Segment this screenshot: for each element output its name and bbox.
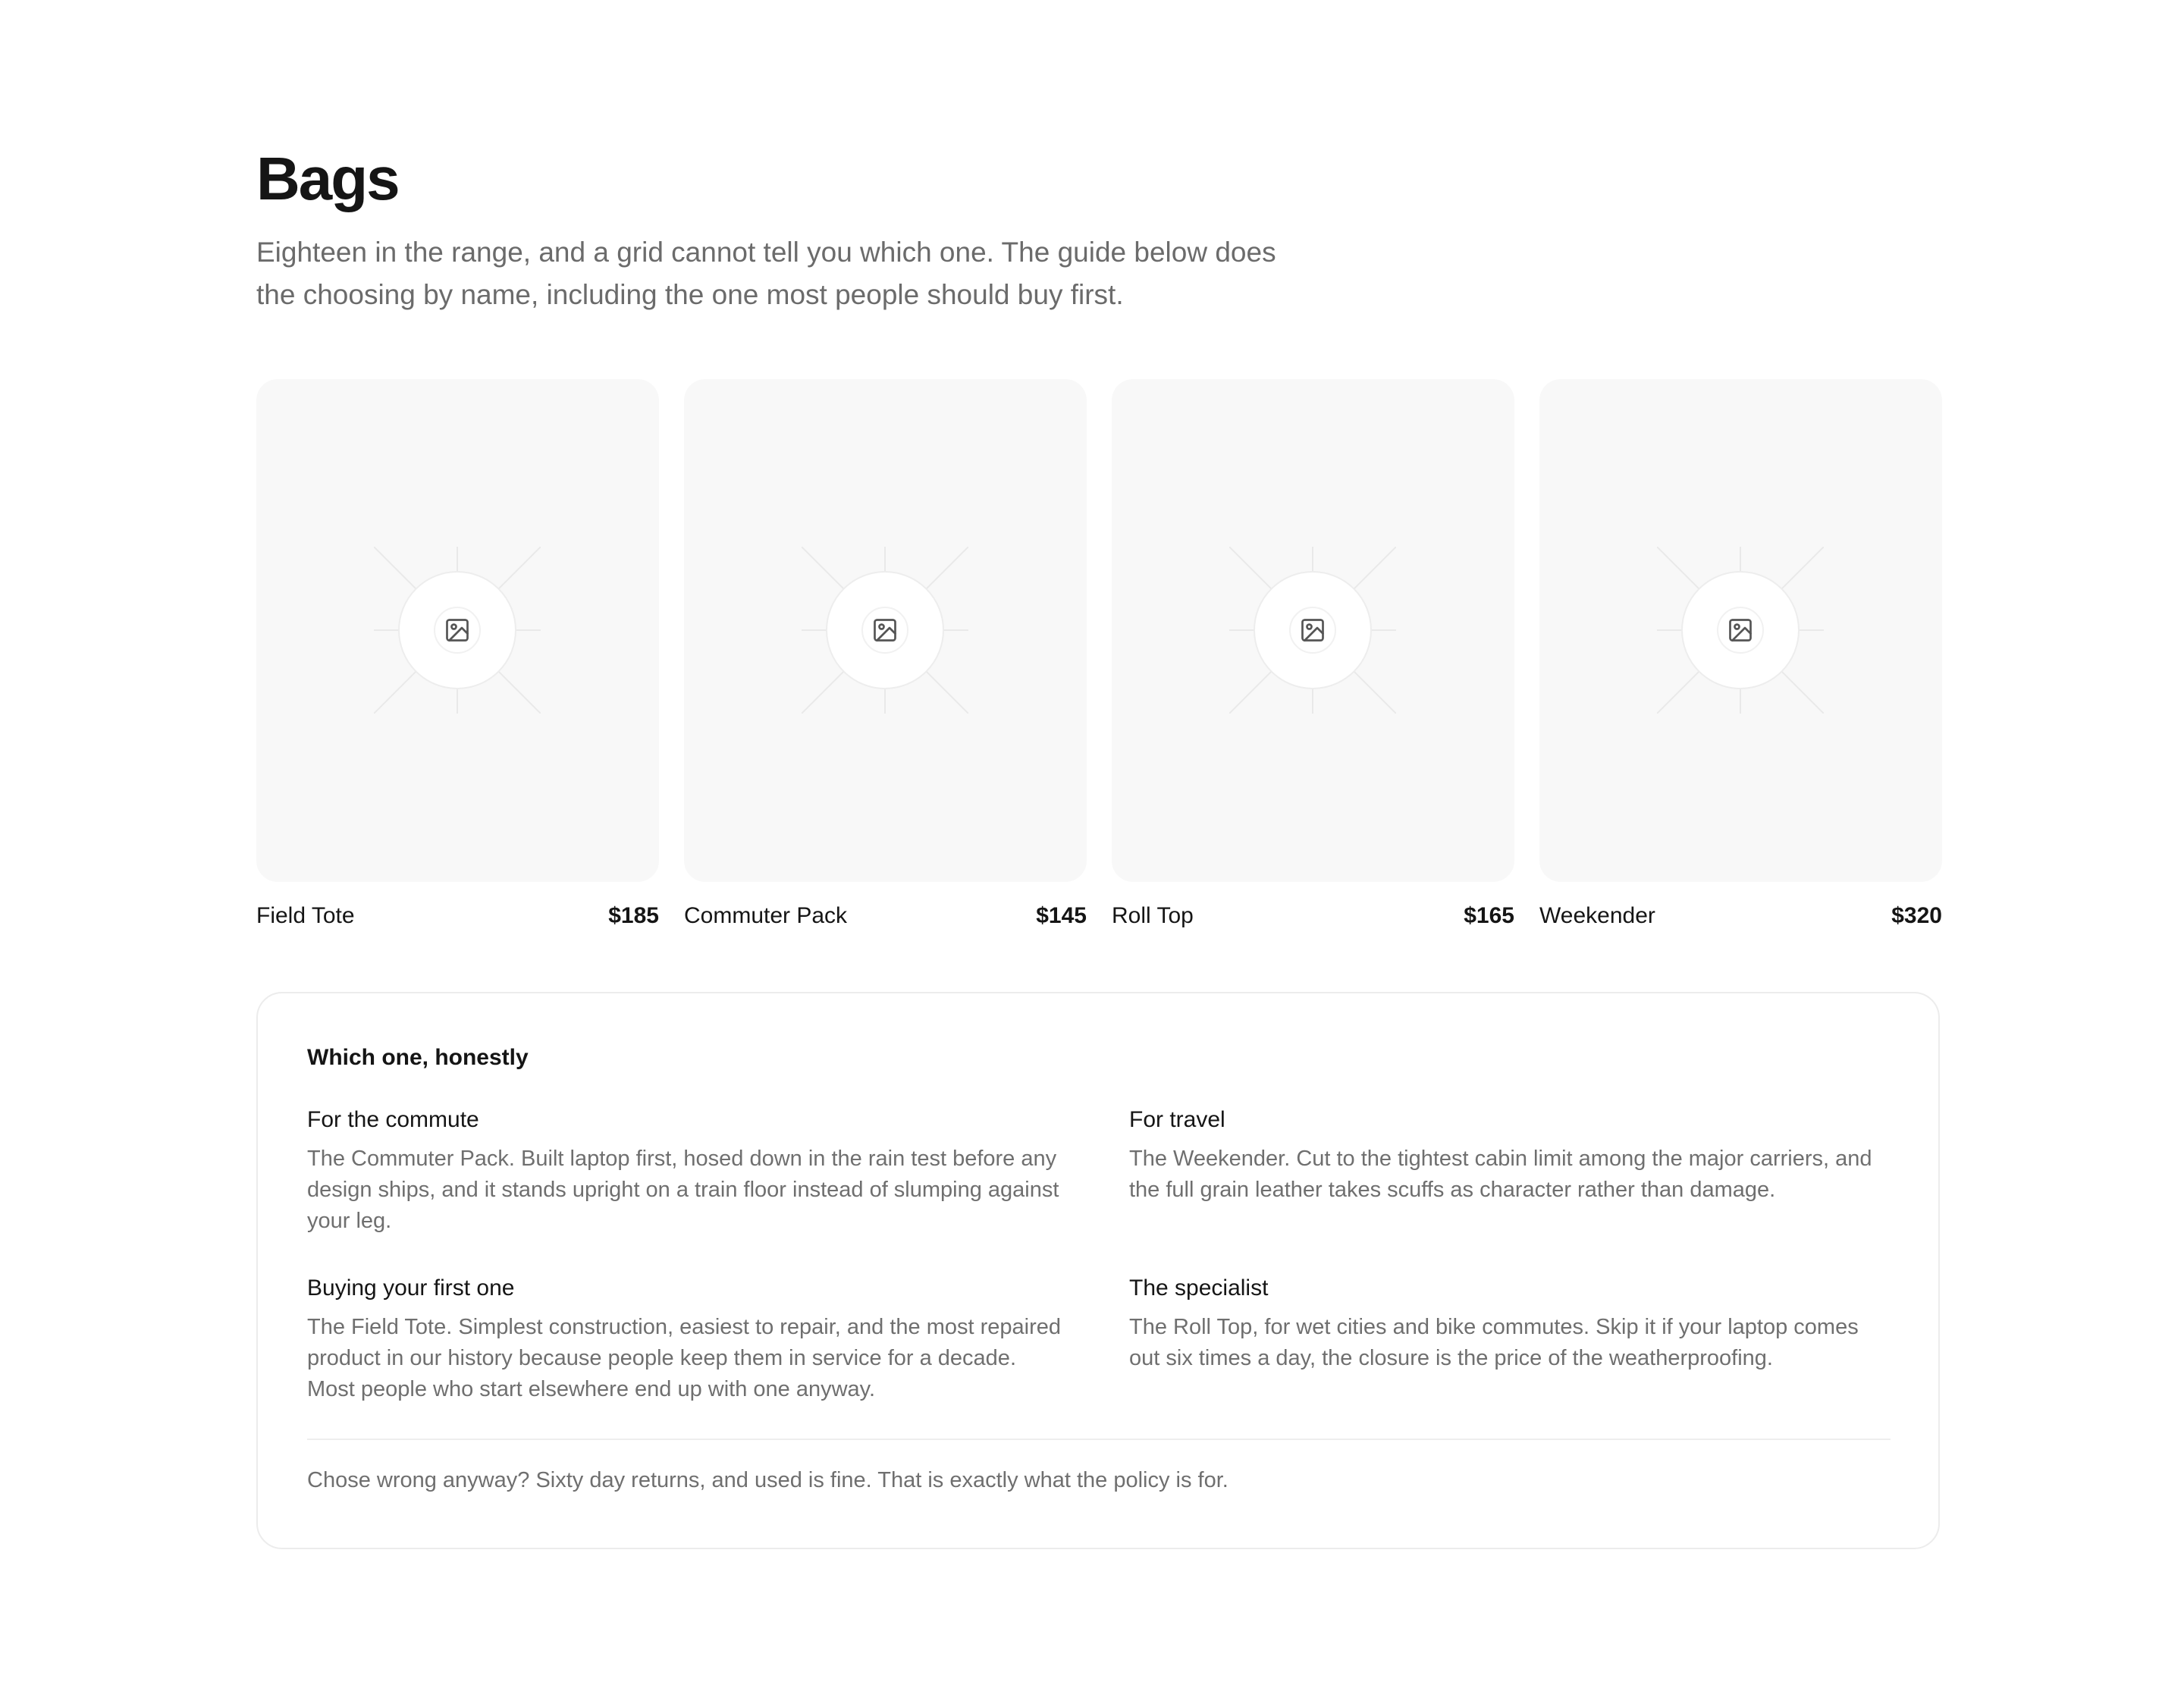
product-image-placeholder[interactable] xyxy=(684,379,1087,882)
guide-tip-first xyxy=(307,1275,1065,1405)
product-name[interactable]: Roll Top xyxy=(1112,903,1194,928)
image-icon xyxy=(444,617,471,644)
page-intro: Eighteen in the range, and a grid cannot tell you which one. The guide below does the choosing by name, including the one most people should buy first. xyxy=(256,237,1276,310)
product-name[interactable]: Field Tote xyxy=(256,903,355,928)
product-grid xyxy=(256,379,1941,929)
tip-heading: For travel xyxy=(1129,1107,1225,1132)
product-meta xyxy=(1539,903,1942,929)
tip-body: The Field Tote. Simplest construction, easiest to repair, and the most repaired product in our history because people keep them in service for a decade. Most people who start elsewhere end up with one anyway. xyxy=(307,1315,1062,1401)
product-price: $185 xyxy=(608,903,659,928)
image-icon xyxy=(1299,617,1326,644)
product-name[interactable]: Commuter Pack xyxy=(684,903,848,928)
guide-tip-specialist xyxy=(1129,1275,1887,1374)
product-price: $165 xyxy=(1464,903,1514,928)
page-title: Bags xyxy=(256,145,399,212)
product-image-placeholder[interactable] xyxy=(1539,379,1942,882)
product-image-placeholder[interactable] xyxy=(256,379,659,882)
buying-guide xyxy=(256,992,1940,1549)
guide-tip-travel xyxy=(1129,1107,1887,1206)
image-icon xyxy=(1727,617,1754,644)
product-image-placeholder[interactable] xyxy=(1112,379,1514,882)
product-card-field-tote[interactable] xyxy=(256,379,659,929)
product-meta xyxy=(1112,903,1514,929)
product-meta xyxy=(256,903,659,929)
guide-divider xyxy=(307,1439,1891,1440)
product-price: $145 xyxy=(1036,903,1087,928)
guide-title: Which one, honestly xyxy=(307,1045,529,1070)
product-card-weekender[interactable] xyxy=(1539,379,1942,929)
product-name[interactable]: Weekender xyxy=(1539,903,1655,928)
returns-note: Chose wrong anyway? Sixty day returns, and used is fine. That is exactly what the policy is for. xyxy=(307,1468,1228,1492)
product-price: $320 xyxy=(1891,903,1942,928)
tip-heading: Buying your first one xyxy=(307,1275,515,1301)
product-card-roll-top[interactable] xyxy=(1112,379,1514,929)
tip-body: The Weekender. Cut to the tightest cabin limit among the major carriers, and the full grain leather takes scuffs as character rather than damage. xyxy=(1129,1147,1872,1202)
tip-heading: The specialist xyxy=(1129,1275,1269,1301)
guide-tip-commute xyxy=(307,1107,1065,1237)
product-meta xyxy=(684,903,1087,929)
image-icon xyxy=(871,617,899,644)
tip-body: The Commuter Pack. Built laptop first, hosed down in the rain test before any design ships, and it stands upright on a train floor instead of slumping against your leg. xyxy=(307,1147,1059,1233)
product-card-commuter-pack[interactable] xyxy=(684,379,1087,929)
tip-heading: For the commute xyxy=(307,1107,479,1132)
tip-body: The Roll Top, for wet cities and bike commutes. Skip it if your laptop comes out six times a day, the closure is the price of the weatherproofing. xyxy=(1129,1315,1859,1370)
